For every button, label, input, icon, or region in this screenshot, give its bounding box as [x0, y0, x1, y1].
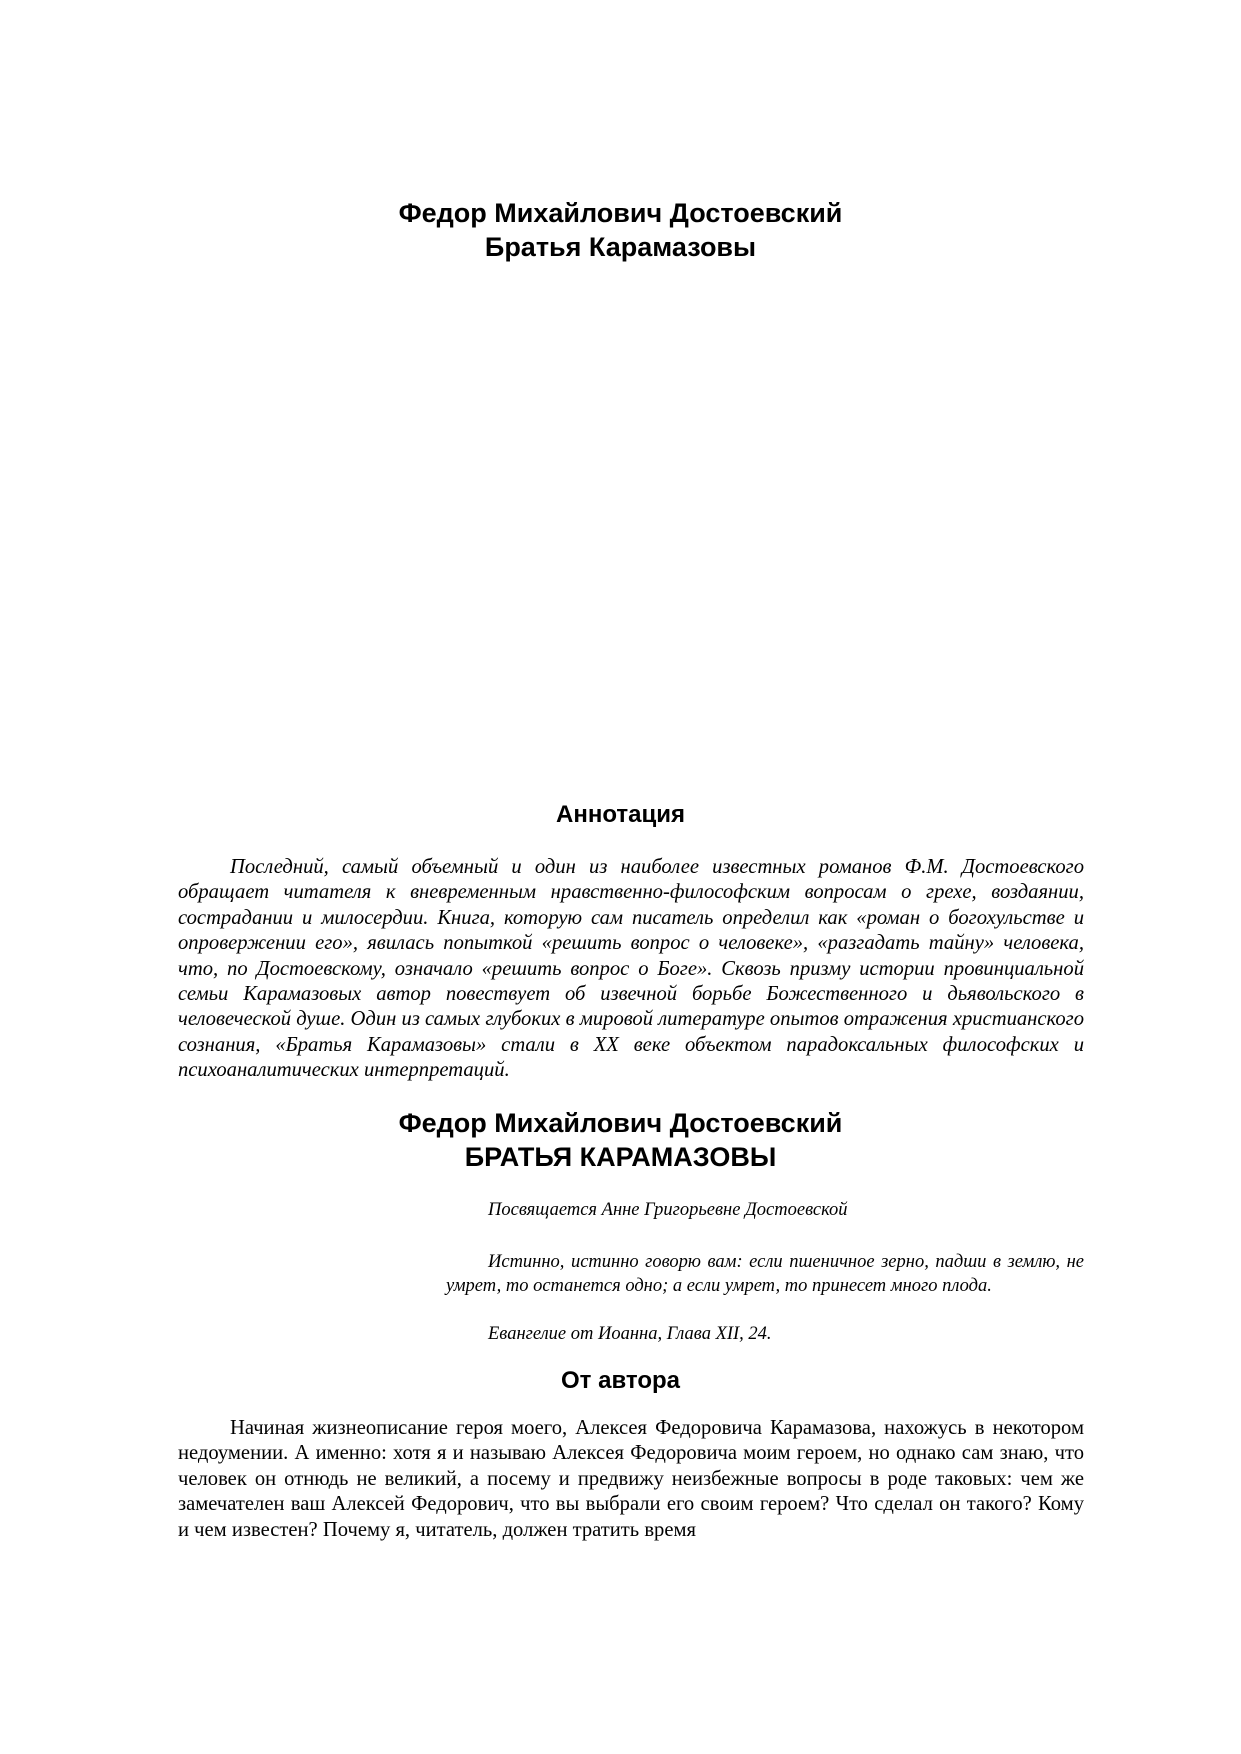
book-title: Братья Карамазовы [484, 232, 757, 262]
book-author: Федор Михайлович Достоевский [398, 198, 843, 228]
book-title-2: БРАТЬЯ КАРАМАЗОВЫ [464, 1142, 777, 1172]
from-author-heading: От автора [561, 1367, 680, 1394]
book-author-2: Федор Михайлович Достоевский [398, 1108, 843, 1138]
book-title-block-2 [0, 1106, 1241, 1174]
annotation-text: Последний, самый объемный и один из наиболее известных романов Ф.М. Достоевского обращает читателя к вневременным нравственно-философским вопросам о грехе, воздаянии, сострадании и милосердии. Книга, которую сам писатель определил как «роман о богохульстве и опровержении его», явилась попыткой «решить вопрос о человеке», «разгадать тайну» человека, что, по Достоевскому, означало «решить вопрос о Боге». Сквозь призму истории провинциальной семьи Карамазовых автор повествует об извечной борьбе Божественного и дьявольского в человеческой душе. Один из самых глубоких в мировой литературе опытов отражения христианского сознания, «Братья Карамазовы» стали в XX веке объектом парадоксальных философских и психоаналитических интерпретаций. [178, 856, 1084, 1082]
epigraph-text: Истинно, истинно говорю вам: если пшеничное зерно, падши в землю, не умрет, то останется одно; а если умрет, то принесет много плода. [446, 1252, 1084, 1296]
book-title-block [0, 196, 1241, 264]
epigraph-source: Евангелие от Иоанна, Глава XII, 24. [488, 1324, 772, 1344]
annotation-heading: Аннотация [556, 801, 685, 828]
from-author-text: Начиная жизнеописание героя моего, Алексея Федоровича Карамазова, нахожусь в некотором недоумении. А именно: хотя я и называю Алексея Федоровича моим героем, но однако сам знаю, что человек он отнюдь не великий, а посему и предвижу неизбежные вопросы в роде таковых: чем же замечателен ваш Алексей Федорович, что вы выбрали его своим героем? Что сделал он такого? Кому и чем известен? Почему я, читатель, должен тратить время [178, 1417, 1084, 1541]
dedication: Посвящается Анне Григорьевне Достоевской [488, 1200, 848, 1220]
